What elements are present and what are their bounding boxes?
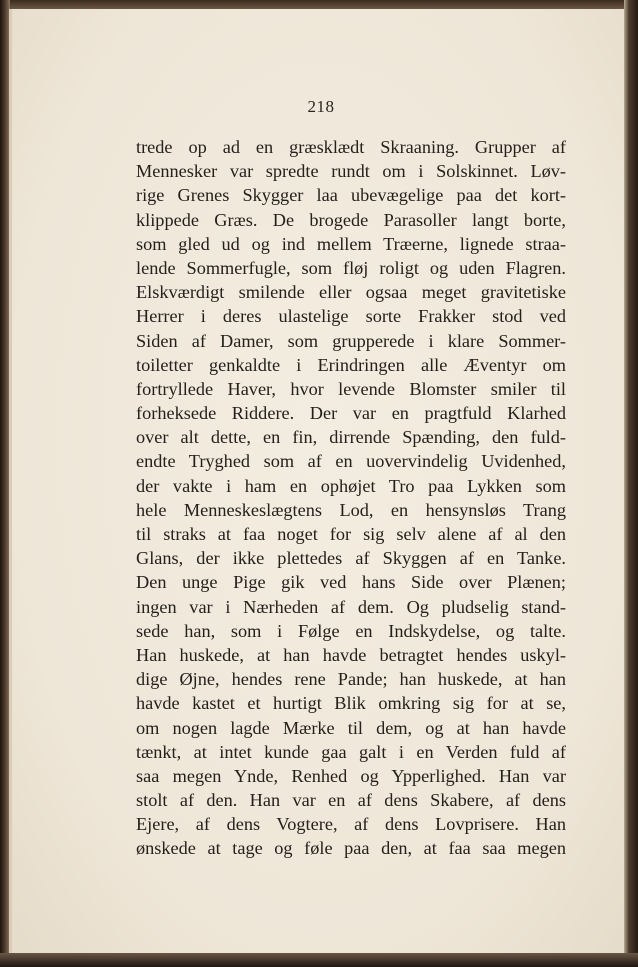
text-line: rige Grenes Skygger laa ubevægelige paa det kort-: [136, 185, 566, 206]
text-line: om nogen lagde Mærke til dem, og at han havde: [136, 717, 566, 738]
text-line: sede han, som i Følge en Indskydelse, og talte.: [136, 620, 566, 641]
text-line: der vakte i ham en ophøjet Tro paa Lykken som: [136, 475, 566, 496]
text-line: som gled ud og ind mellem Træerne, lignede straa-: [136, 233, 566, 254]
text-line: Den unge Pige gik ved hans Side over Plænen;: [136, 572, 566, 593]
text-line: over alt dette, en fin, dirrende Spænding, den fuld-: [136, 427, 566, 448]
text-line: lende Sommerfugle, som fløj roligt og uden Flagren.: [136, 257, 566, 278]
text-line: toiletter genkaldte i Erindringen alle Æventyr om: [136, 354, 566, 375]
text-line: hele Menneskeslægtens Lod, en hensynsløs Trang: [136, 499, 566, 520]
page-paper: [9, 9, 630, 957]
text-line: trede op ad en græsklædt Skraaning. Grupper af: [136, 137, 566, 157]
text-line: stolt af den. Han var en af dens Skabere, af dens: [136, 790, 566, 811]
text-line: ingen var i Nærheden af dem. Og pludselig stand-: [136, 596, 566, 617]
text-line: havde kastet et hurtigt Blik omkring sig for at se,: [136, 693, 566, 714]
text-line: fortryllede Haver, hvor levende Blomster smiler til: [136, 378, 566, 399]
text-line: Herrer i deres ulastelige sorte Frakker stod ved: [136, 306, 566, 327]
book-edge-right: [624, 0, 638, 967]
body-text: [136, 135, 566, 861]
text-line: forheksede Riddere. Der var en pragtfuld Klarhed: [136, 403, 566, 424]
text-line: ønskede at tage og føle paa den, at faa saa megen: [136, 838, 566, 859]
text-line: Mennesker var spredte rundt om i Solskinnet. Løv-: [136, 161, 566, 182]
text-line: Siden af Damer, som grupperede i klare Sommer-: [136, 330, 566, 351]
text-line: klippede Græs. De brogede Parasoller langt borte,: [136, 209, 566, 230]
text-line: dige Øjne, hendes rene Pande; han huskede, at han: [136, 669, 566, 690]
text-line: Ejere, af dens Vogtere, af dens Lovprisere. Han: [136, 814, 566, 835]
text-line: til straks at faa noget for sig selv alene af al den: [136, 524, 566, 544]
text-line: endte Tryghed som af en uovervindelig Uvidenhed,: [136, 451, 566, 472]
text-line: Elskværdigt smilende eller ogsaa meget gravitetiske: [136, 282, 566, 303]
text-line: Han huskede, at han havde betragtet hendes uskyl-: [136, 644, 566, 665]
text-line: Glans, der ikke plettedes af Skyggen af en Tanke.: [136, 548, 566, 569]
page-number: 218: [307, 97, 335, 116]
text-line: saa megen Ynde, Renhed og Ypperlighed. Han var: [136, 765, 566, 786]
book-edge-bottom: [0, 953, 638, 967]
text-line: tænkt, at intet kunde gaa galt i en Verden fuld af: [136, 741, 566, 762]
